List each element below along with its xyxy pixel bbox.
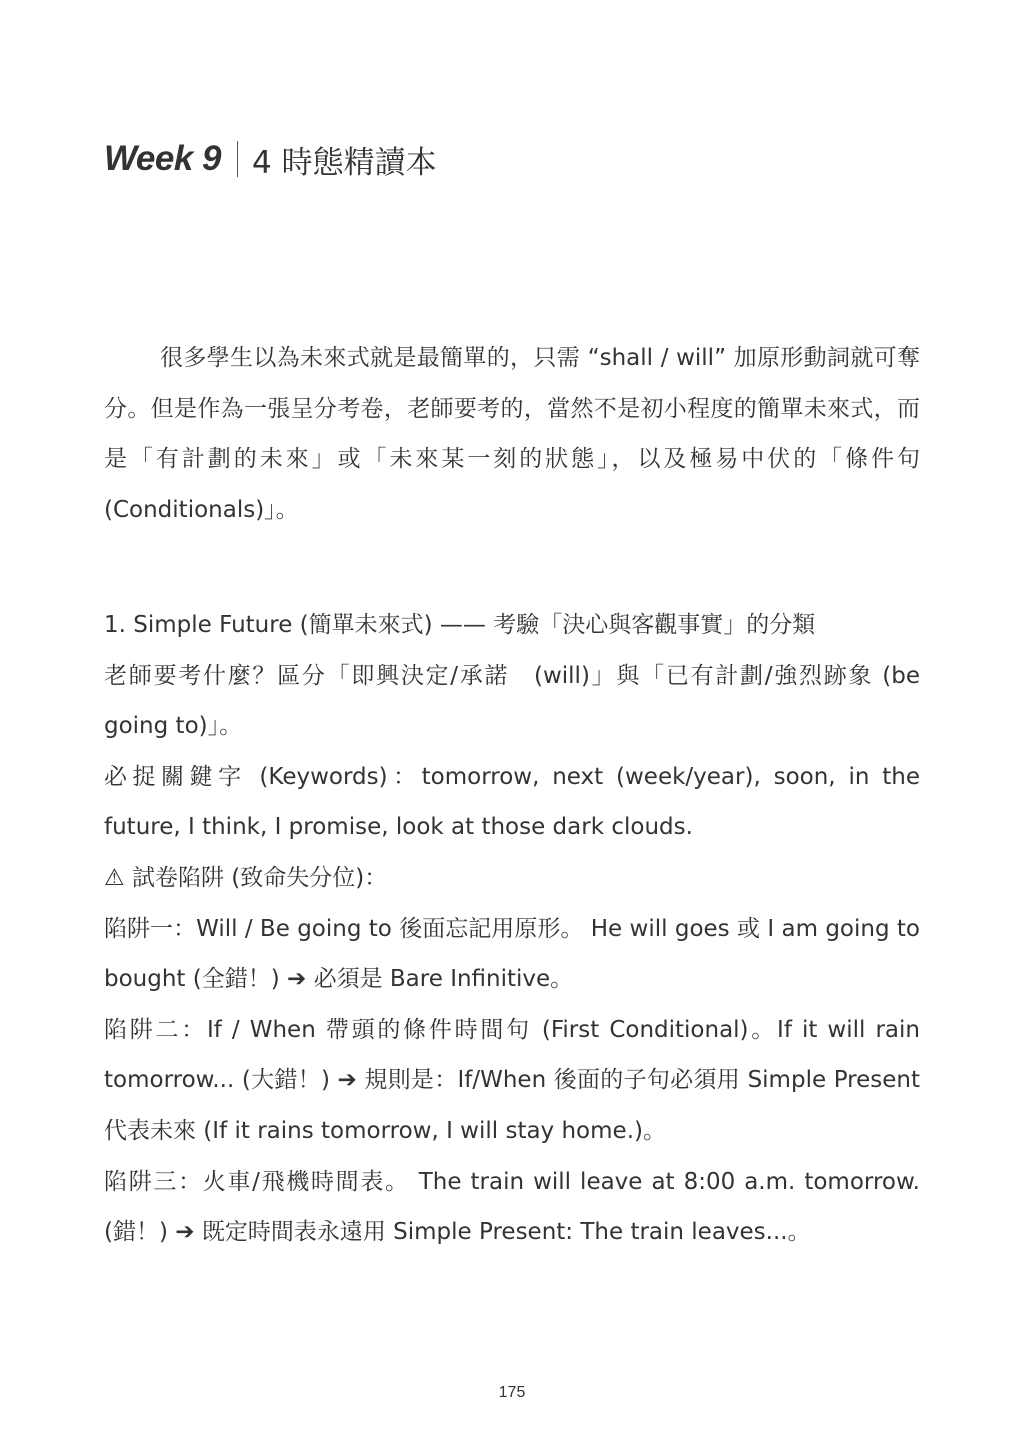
trap-heading-line [104,853,920,904]
simple-future-section [104,600,920,1258]
page-header [104,134,437,184]
teacher-question: 老師要考什麼？區分「即興決定/承諾 (will)」與「已有計劃/強烈跡象 (be going to)」。 [104,662,920,740]
trap-two: 陷阱二：If / When 帶頭的條件時間句 (First Conditional)。If it will rain tomorrow... (大錯！) ➔ 規則是：If/When 後面的子句必須用 Simple Present 代表未來 (If it rains tomorrow, I will stay home.)。 [104,1016,920,1144]
trap-three: 陷阱三：火車/飛機時間表。 The train will leave at 8:00 a.m. tomorrow. (錯！) ➔ 既定時間表永遠用 Simple Present: The train leaves...。 [104,1168,920,1246]
section-heading: 1. Simple Future (簡單未來式) —— 考驗「決心與客觀事實」的分類 [104,612,816,638]
trap-one: 陷阱一：Will / Be going to 後面忘記用原形。 He will goes 或 I am going to bought (全錯！) ➔ 必須是 Bare Infinitive。 [104,915,920,993]
warning-icon: ⚠ [104,864,125,891]
trap-heading: 試卷陷阱 (致命失分位)： [131,864,388,891]
week-label: Week 9 [104,139,221,178]
chapter-title: 4 時態精讀本 [252,144,437,181]
intro-section [104,333,920,535]
keywords-line: 必捉關鍵字 (Keywords)：tomorrow, next (week/year), soon, in the future, I think, I promise, look at those dark clouds. [104,763,920,841]
page-number: 175 [498,1384,526,1401]
intro-paragraph: 很多學生以為未來式就是最簡單的，只需 “shall / will” 加原形動詞就可奪分。但是作為一張呈分考卷，老師要考的，當然不是初小程度的簡單未來式，而是「有計劃的未來」或「未來某一刻的狀態」，以及極易中伏的「條件句 (Conditionals)」。 [104,345,920,523]
header-divider [237,141,238,177]
